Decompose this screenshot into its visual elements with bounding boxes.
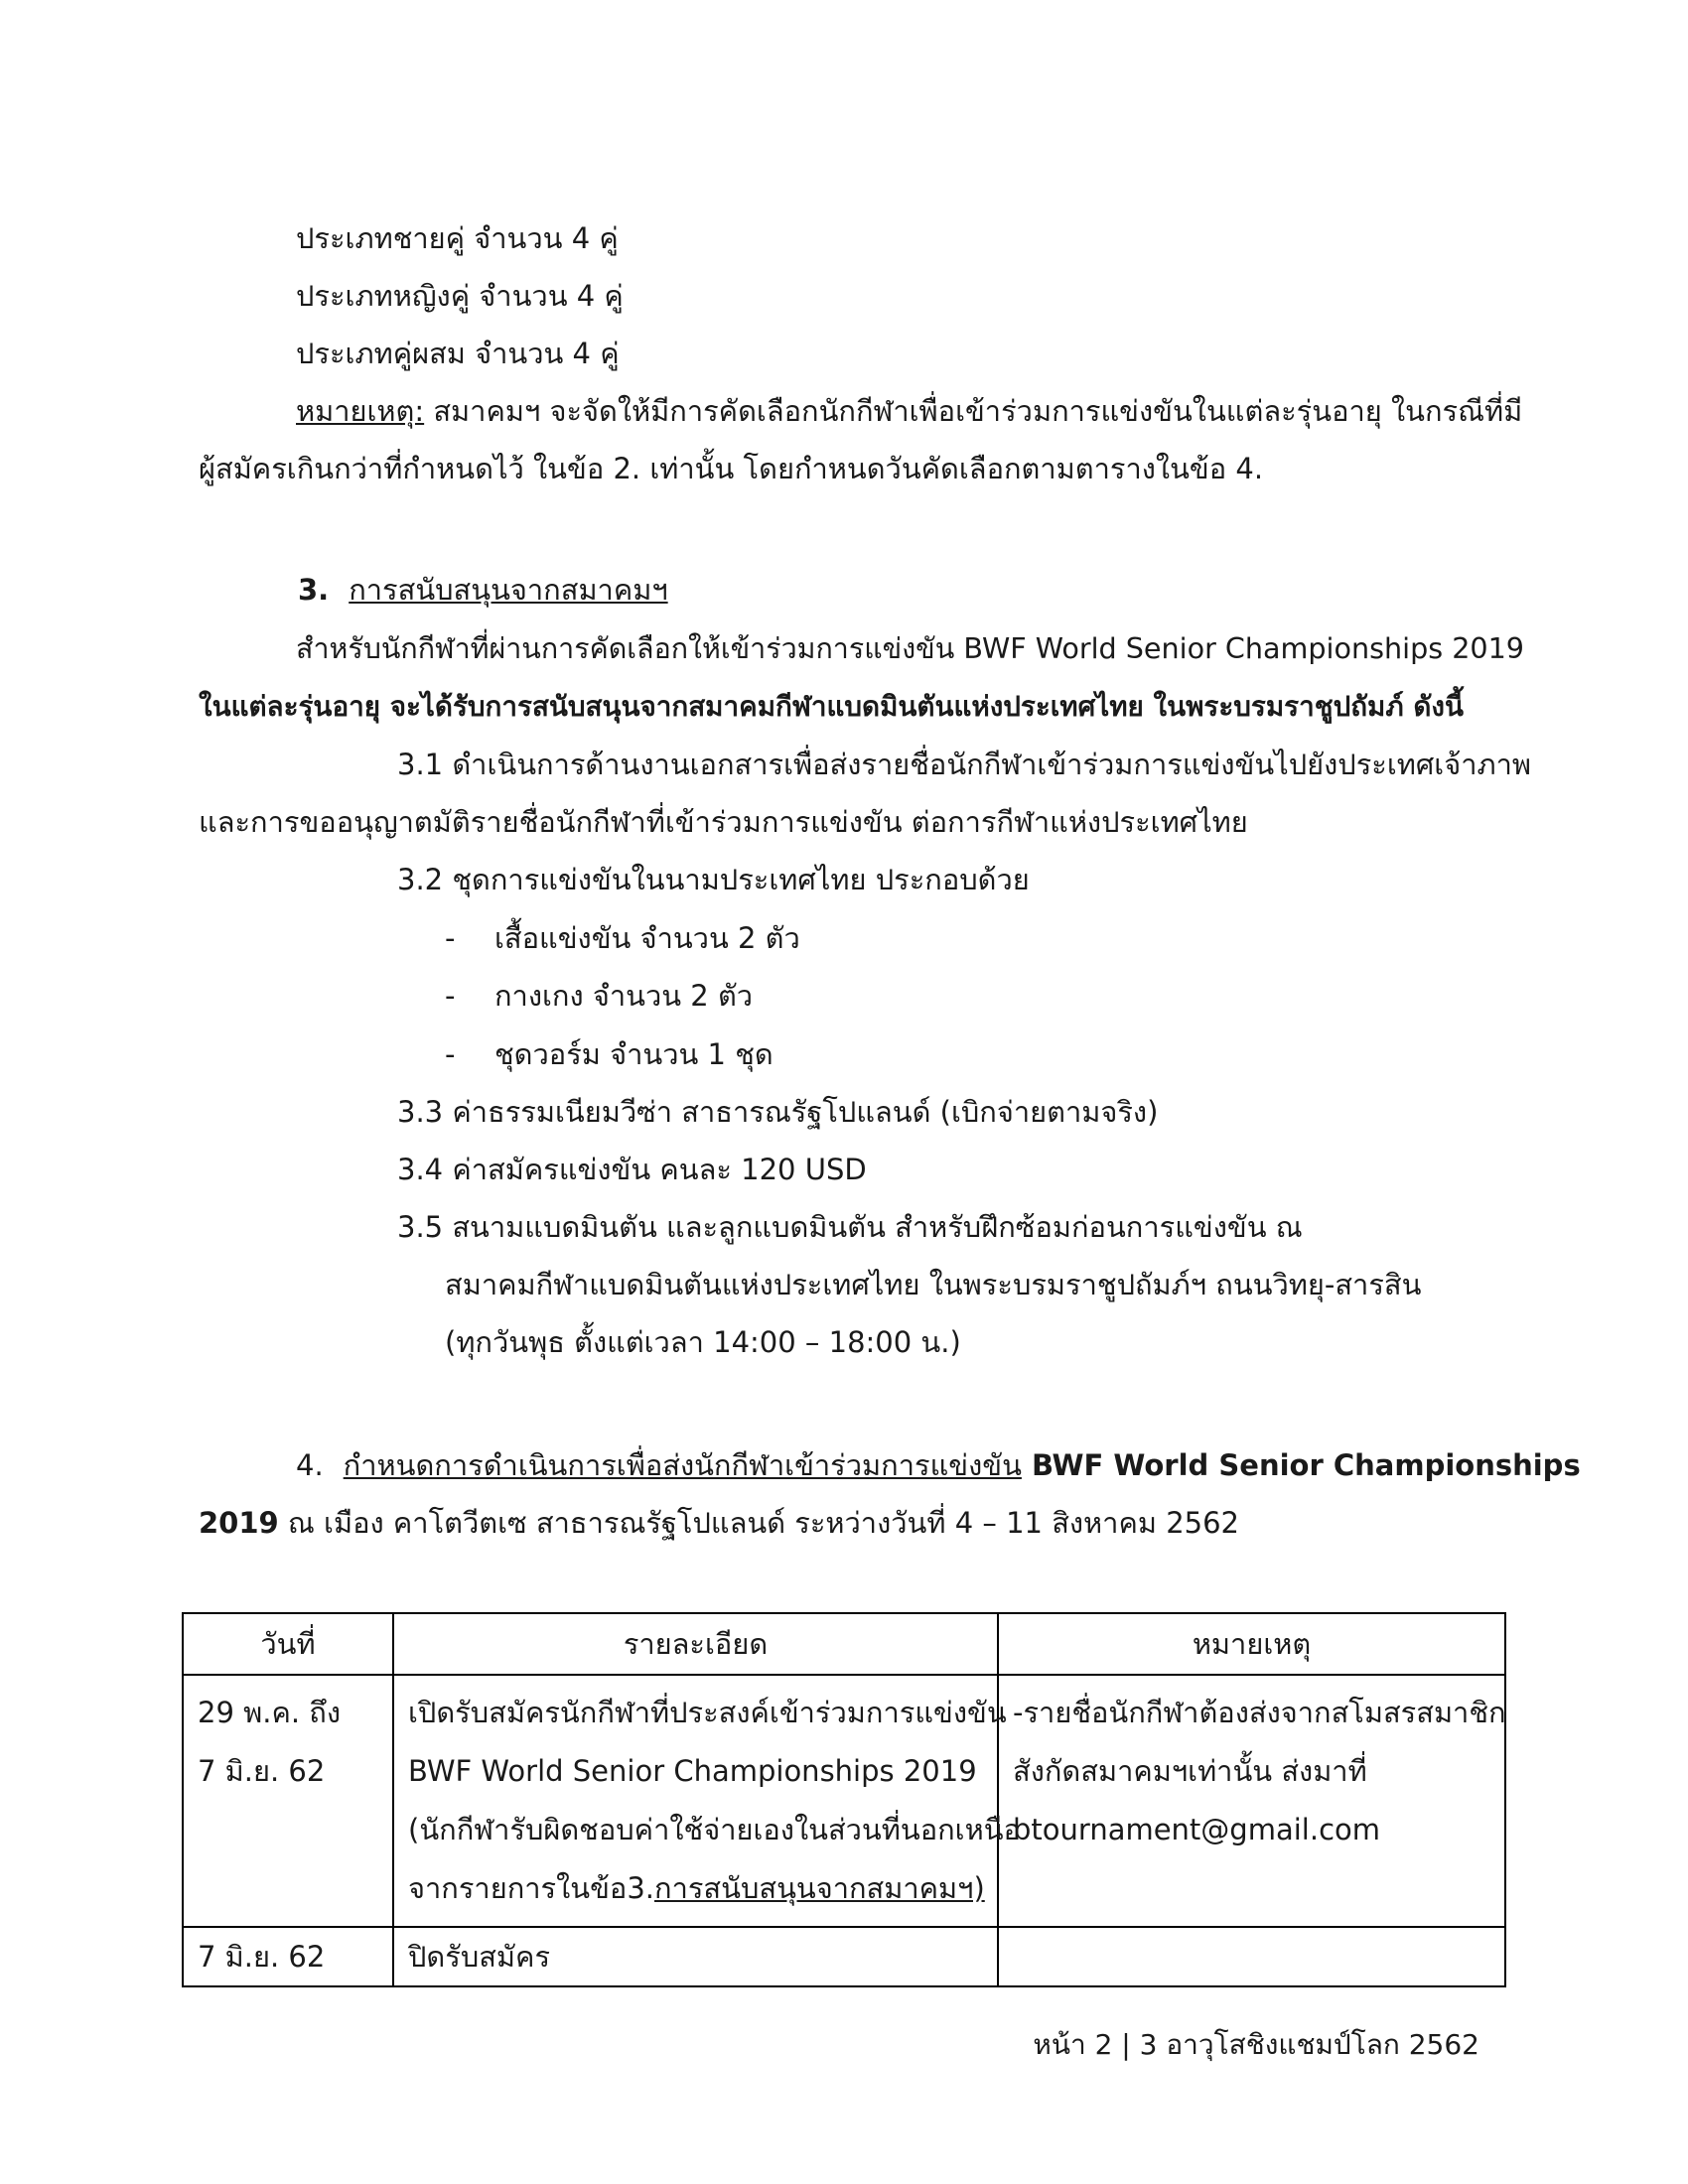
item-3-4: 3.4 ค่าสมัครแข่งขัน คนละ 120 USD <box>397 1153 867 1186</box>
section3-title: การสนับสนุนจากสมาคมฯ <box>349 573 668 607</box>
item-3-5-line-2: สมาคมกีฬาแบดมินตันแห่งประเทศไทย ในพระบรมราชูปถัมภ์ฯ ถนนวิทยุ-สารสิน <box>445 1268 1422 1301</box>
women-doubles-line: ประเภทหญิงคู่ จำนวน 4 คู่ <box>296 279 624 313</box>
section4-number: 4. <box>296 1448 324 1482</box>
row2-date-cell <box>183 1927 393 1986</box>
section4-location-dates: ณ เมือง คาโตวีตเซ สาธารณรัฐโปแลนด์ ระหว่างวันที่ 4 – 11 สิงหาคม 2562 <box>278 1506 1239 1540</box>
row1-detail-reference: การสนับสนุนจากสมาคมฯ) <box>654 1871 985 1905</box>
kit-item-3: ชุดวอร์ม จำนวน 1 ชุด <box>494 1037 774 1071</box>
row2-note-cell <box>998 1927 1505 1986</box>
item-3-5-line-1: 3.5 สนามแบดมินตัน และลูกแบดมินตัน สำหรับฝึกซ้อมก่อนการแข่งขัน ณ <box>397 1210 1303 1244</box>
row2-date: 7 มิ.ย. 62 <box>198 1940 326 1974</box>
item-3-3: 3.3 ค่าธรรมเนียมวีซ่า สาธารณรัฐโปแลนด์ (เบิกจ่ายตามจริง) <box>397 1095 1159 1129</box>
header-date: วันที่ <box>183 1613 393 1675</box>
men-doubles-line: ประเภทชายคู่ จำนวน 4 คู่ <box>296 221 619 255</box>
row1-detail-line-4 <box>408 1859 983 1918</box>
table-header-row <box>183 1613 1505 1675</box>
mixed-doubles-line: ประเภทคู่ผสม จำนวน 4 คู่ <box>296 337 620 370</box>
table-row <box>183 1927 1505 1986</box>
section4-heading <box>296 1445 1581 1485</box>
section3-intro-1: สำหรับนักกีฬาที่ผ่านการคัดเลือกให้เข้าร่วมการแข่งขัน BWF World Senior Championships 2019 <box>296 631 1524 665</box>
row1-note-line-2: สังกัดสมาคมฯเท่านั้น ส่งมาที่ <box>1013 1754 1367 1788</box>
note-line-1 <box>296 391 1522 431</box>
row1-date-cell <box>183 1675 393 1927</box>
note-line-2: ผู้สมัครเกินกว่าที่กำหนดไว้ ในข้อ 2. เท่านั้น โดยกำหนดวันคัดเลือกตามตารางในข้อ 4. <box>199 452 1264 485</box>
section4-title: กำหนดการดำเนินการเพื่อส่งนักกีฬาเข้าร่วมการแข่งขัน <box>343 1448 1022 1482</box>
item-3-1-line-1: 3.1 ดำเนินการด้านงานเอกสารเพื่อส่งรายชื่อนักกีฬาเข้าร่วมการแข่งขันไปยังประเทศเจ้าภาพ <box>397 748 1531 781</box>
row1-detail-line-2: BWF World Senior Championships 2019 <box>408 1754 977 1788</box>
row1-detail-line-1: เปิดรับสมัครนักกีฬาที่ประสงค์เข้าร่วมการแข่งขัน <box>408 1696 1007 1729</box>
row1-date-line-1: 29 พ.ค. ถึง <box>198 1696 342 1729</box>
row2-detail: ปิดรับสมัคร <box>408 1940 551 1974</box>
section3-number: 3. <box>298 573 330 607</box>
kit-item-2: กางเกง จำนวน 2 ตัว <box>494 979 754 1013</box>
kit-dash-3: - <box>445 1037 456 1071</box>
section4-line-2 <box>199 1503 1239 1543</box>
item-3-1-line-2: และการขออนุญาตมัติรายชื่อนักกีฬาที่เข้าร่วมการแข่งขัน ต่อการกีฬาแห่งประเทศไทย <box>199 805 1248 839</box>
row1-note-cell <box>998 1675 1505 1927</box>
row1-detail-line-3: (นักกีฬารับผิดชอบค่าใช้จ่ายเองในส่วนที่นอกเหนือ <box>408 1813 1021 1846</box>
section4-title-tail: BWF World Senior Championships <box>1021 1448 1581 1482</box>
header-note: หมายเหตุ <box>998 1613 1505 1675</box>
kit-dash-2: - <box>445 979 456 1013</box>
table-row <box>183 1675 1505 1927</box>
header-detail: รายละเอียด <box>393 1613 998 1675</box>
row1-note-line-1: -รายชื่อนักกีฬาต้องส่งจากสโมสรสมาชิก <box>1013 1696 1506 1729</box>
schedule-table <box>182 1612 1506 1987</box>
row2-detail-cell <box>393 1927 998 1986</box>
section3-heading <box>298 570 668 610</box>
note-label: หมายเหตุ: <box>296 394 425 428</box>
item-3-5-line-3: (ทุกวันพุธ ตั้งแต่เวลา 14:00 – 18:00 น.) <box>445 1325 961 1359</box>
row1-date-line-2: 7 มิ.ย. 62 <box>198 1754 326 1788</box>
item-3-2: 3.2 ชุดการแข่งขันในนามประเทศไทย ประกอบด้วย <box>397 863 1030 896</box>
section3-intro-2: ในแต่ละรุ่นอายุ จะได้รับการสนับสนุนจากสมาคมกีฬาแบดมินตันแห่งประเทศไทย ในพระบรมราชูปถัมภ์ ดังนี้ <box>199 690 1464 723</box>
section4-year: 2019 <box>199 1506 279 1540</box>
kit-item-1: เสื้อแข่งขัน จำนวน 2 ตัว <box>494 921 800 955</box>
row1-note-email: btournament@gmail.com <box>1013 1813 1381 1846</box>
row1-detail-prefix: จากรายการในข้อ3. <box>408 1871 655 1905</box>
note-text-1: สมาคมฯ จะจัดให้มีการคัดเลือกนักกีฬาเพื่อเข้าร่วมการแข่งขันในแต่ละรุ่นอายุ ในกรณีที่มี <box>424 394 1523 428</box>
kit-dash-1: - <box>445 921 456 955</box>
page-footer: หน้า 2 | 3 อาวุโสชิงแชมป์โลก 2562 <box>1033 2028 1479 2061</box>
row1-detail-cell <box>393 1675 1021 1927</box>
